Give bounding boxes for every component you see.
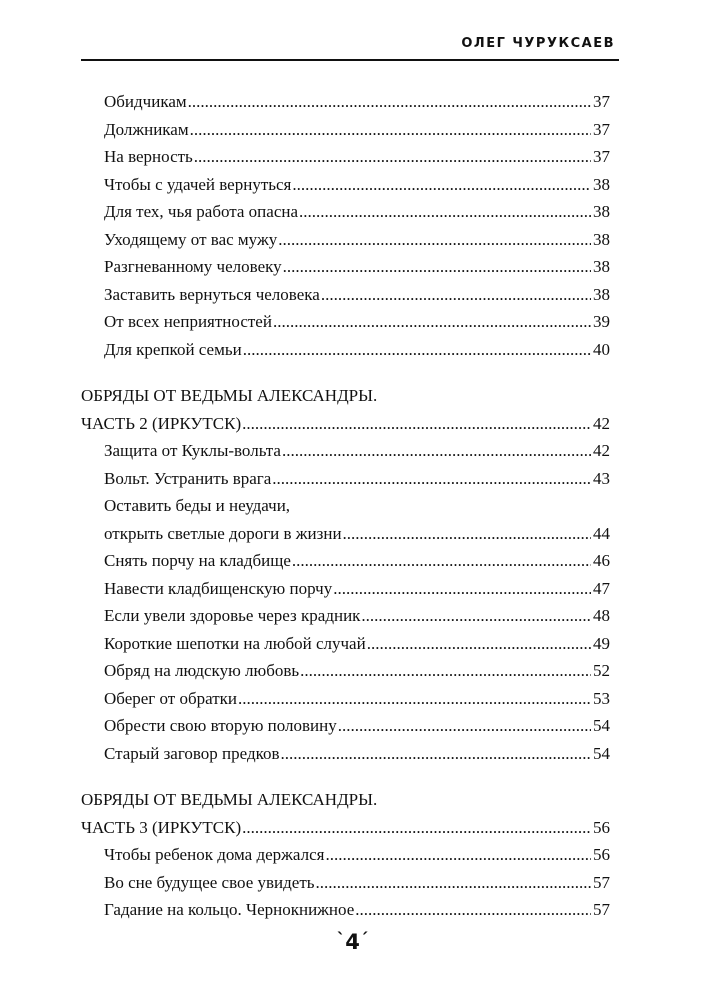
- toc-entry-page: 56: [593, 817, 610, 837]
- dot-leader: [343, 520, 591, 548]
- toc-entry-title: Заставить вернуться человека: [104, 284, 320, 304]
- dot-leader: [188, 88, 591, 116]
- toc-entry: [81, 630, 610, 658]
- toc-entry-page: 49: [593, 633, 610, 653]
- dot-leader: [273, 308, 591, 336]
- toc-entry: [81, 336, 610, 364]
- toc-entry-title: Вольт. Устранить врага: [104, 468, 272, 488]
- toc-entry: [81, 492, 610, 520]
- toc-entry: [81, 437, 610, 465]
- toc-entry-title: Если увели здоровье через крадник: [104, 606, 361, 625]
- toc-entry: [81, 841, 610, 869]
- toc-entry-page: 38: [593, 257, 610, 276]
- toc-entry-title: открыть светлые дороги в жизни: [104, 523, 342, 543]
- dot-leader: [355, 896, 591, 924]
- header-rule: [81, 59, 619, 61]
- toc-entry-title: Должникам: [104, 119, 189, 139]
- toc-entry-title: Чтобы с удачей вернуться: [104, 174, 292, 194]
- toc-section-title: ОБРЯДЫ ОТ ВЕДЬМЫ АЛЕКСАНДРЫ.: [81, 790, 378, 809]
- toc-section-title: ЧАСТЬ 3 (ИРКУТСК): [81, 817, 242, 837]
- toc-entry-title: Навести кладбищенскую порчу: [104, 578, 333, 598]
- dot-leader: [292, 547, 591, 575]
- dot-leader: [242, 814, 591, 842]
- toc-entry-title: Оберег от обратки: [104, 688, 238, 708]
- toc-entry: [81, 896, 610, 924]
- toc-entry-page: 42: [593, 413, 610, 433]
- toc-entry-page: 46: [593, 551, 610, 570]
- dot-leader: [242, 410, 591, 438]
- toc-entry: [81, 465, 610, 493]
- dot-leader: [367, 630, 591, 658]
- dot-leader: [321, 281, 591, 309]
- toc-entry-title: Во сне будущее свое увидеть: [104, 872, 315, 892]
- dot-leader: [283, 253, 591, 281]
- page-number: [0, 930, 705, 954]
- page-number-value: 4: [345, 930, 360, 954]
- toc-entry-page: 38: [593, 174, 610, 194]
- toc-entry-title: Защита от Куклы-вольта: [104, 441, 281, 460]
- toc-entry-title: От всех неприятностей: [104, 312, 272, 331]
- toc-section-heading: [81, 814, 610, 842]
- toc-entry-page: 37: [593, 92, 610, 111]
- dot-leader: [325, 841, 591, 869]
- toc-entry-title: Для крепкой семьи: [104, 339, 242, 359]
- toc-section-title: ОБРЯДЫ ОТ ВЕДЬМЫ АЛЕКСАНДРЫ.: [81, 386, 378, 405]
- toc-entry: [81, 88, 610, 116]
- toc-entry: [81, 602, 610, 630]
- toc-entry: [81, 308, 610, 336]
- dot-leader: [243, 336, 591, 364]
- toc-entry-title: На верность: [104, 147, 193, 166]
- dot-leader: [338, 712, 591, 740]
- toc-entry-title: Гадание на кольцо. Чернокнижное: [104, 900, 355, 919]
- toc-entry-title: Уходящему от вас мужу: [104, 229, 278, 249]
- toc-entry-title: Разгневанному человеку: [104, 257, 282, 276]
- table-of-contents: [81, 88, 610, 924]
- dot-leader: [194, 143, 591, 171]
- toc-section-heading: [81, 786, 610, 814]
- toc-entry: [81, 198, 610, 226]
- toc-entry-page: 37: [593, 119, 610, 139]
- dot-leader: [299, 198, 591, 226]
- toc-entry-page: 44: [593, 523, 610, 543]
- toc-entry-title: Обидчикам: [104, 92, 187, 111]
- toc-entry: [81, 520, 610, 548]
- toc-section-title: ЧАСТЬ 2 (ИРКУТСК): [81, 413, 242, 433]
- running-header-author: ОЛЕГ ЧУРУКСАЕВ: [461, 36, 615, 51]
- toc-entry-page: 38: [593, 202, 610, 221]
- toc-entry-page: 48: [593, 606, 610, 625]
- toc-entry-title: Для тех, чья работа опасна: [104, 202, 299, 221]
- toc-entry-title: Старый заговор предков: [104, 743, 280, 763]
- dot-leader: [300, 657, 591, 685]
- toc-entry-page: 37: [593, 147, 610, 166]
- dot-leader: [316, 869, 592, 897]
- dot-leader: [238, 685, 591, 713]
- toc-section-heading: [81, 382, 610, 410]
- toc-entry-title: Чтобы ребенок дома держался: [104, 845, 325, 864]
- toc-entry-page: 38: [593, 284, 610, 304]
- dot-leader: [361, 602, 591, 630]
- toc-entry: [81, 657, 610, 685]
- toc-entry: [81, 869, 610, 897]
- toc-entry-page: 40: [593, 339, 610, 359]
- dot-leader: [333, 575, 591, 603]
- toc-entry-page: 47: [593, 578, 610, 598]
- toc-entry-page: 43: [593, 468, 610, 488]
- toc-entry-page: 54: [593, 716, 610, 735]
- page-number-ornament-left: ˋ: [336, 930, 346, 950]
- dot-leader: [272, 465, 591, 493]
- dot-leader: [281, 740, 591, 768]
- toc-entry: [81, 116, 610, 144]
- toc-entry: [81, 253, 610, 281]
- toc-entry: [81, 143, 610, 171]
- page-number-ornament-right: ˊ: [359, 930, 369, 950]
- dot-leader: [278, 226, 591, 254]
- toc-entry-title: Короткие шепотки на любой случай: [104, 633, 366, 653]
- toc-entry-page: 57: [593, 900, 610, 919]
- toc-entry: [81, 226, 610, 254]
- toc-entry: [81, 171, 610, 199]
- toc-entry-title: Снять порчу на кладбище: [104, 551, 291, 570]
- dot-leader: [190, 116, 591, 144]
- toc-entry: [81, 685, 610, 713]
- toc-entry: [81, 547, 610, 575]
- toc-entry-title: Обряд на людскую любовь: [104, 661, 300, 680]
- toc-section-heading: [81, 410, 610, 438]
- toc-entry-page: 56: [593, 845, 610, 864]
- toc-entry-title: Оставить беды и неудачи,: [104, 496, 291, 515]
- toc-entry-page: 52: [593, 661, 610, 680]
- toc-entry: [81, 712, 610, 740]
- toc-entry-page: 54: [593, 743, 610, 763]
- toc-entry-page: 39: [593, 312, 610, 331]
- dot-leader: [282, 437, 591, 465]
- toc-entry-page: 57: [593, 872, 610, 892]
- toc-entry: [81, 575, 610, 603]
- dot-leader: [292, 171, 591, 199]
- toc-entry-page: 53: [593, 688, 610, 708]
- toc-entry: [81, 740, 610, 768]
- toc-entry-page: 38: [593, 229, 610, 249]
- toc-entry: [81, 281, 610, 309]
- toc-entry-page: 42: [593, 441, 610, 460]
- toc-entry-title: Обрести свою вторую половину: [104, 716, 337, 735]
